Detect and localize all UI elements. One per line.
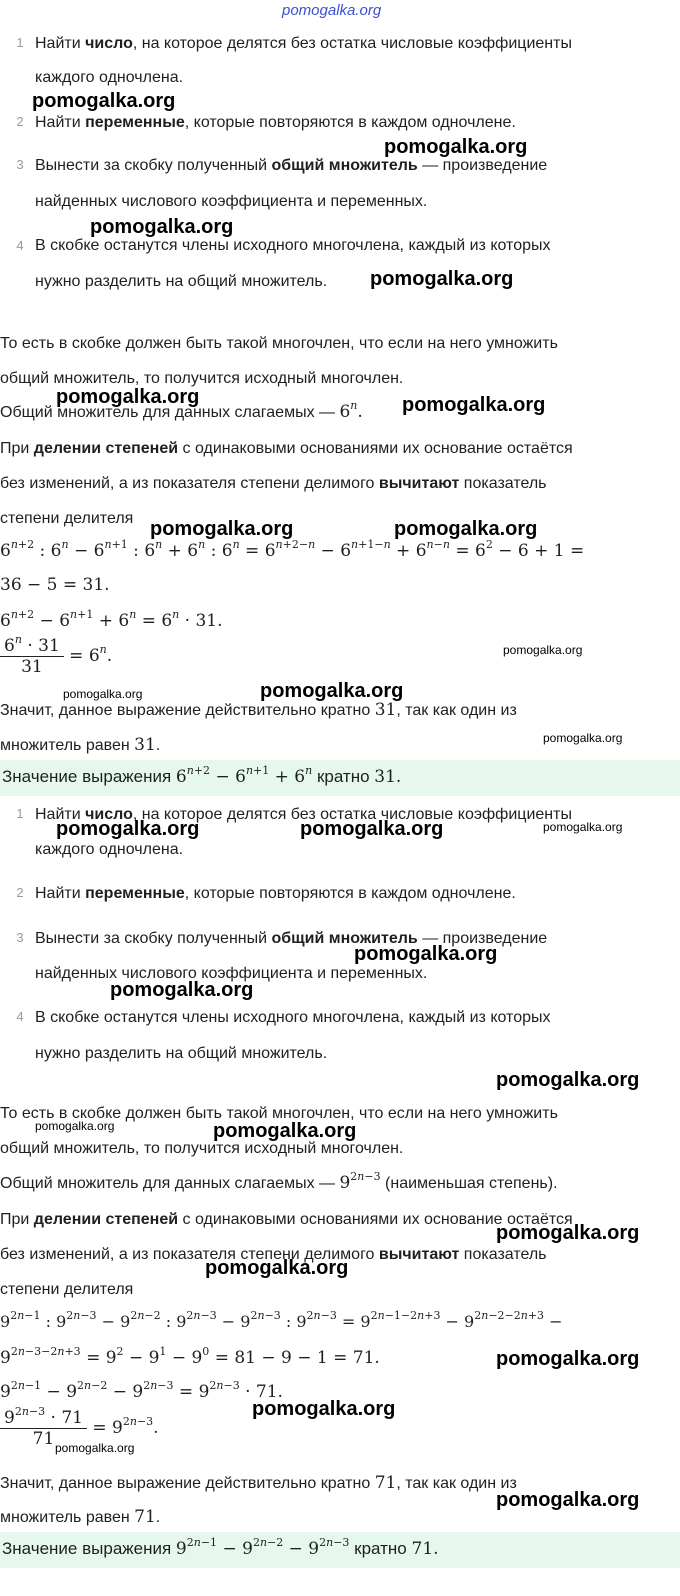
watermark-logo: pomogalka.org: [110, 979, 254, 1001]
watermark-logo: pomogalka.org: [496, 1222, 640, 1244]
conclusion: Значит, данное выражение действительно кратно 71, так как один из: [0, 1473, 517, 1493]
answer-box: [0, 1532, 680, 1568]
step-number: 2: [16, 114, 24, 129]
step-text: нужно разделить на общий множитель.: [35, 273, 328, 290]
watermark-logo: pomogalka.org: [90, 216, 234, 238]
formula: $9^{2n-1} - 9^{2n-2} - 9^{2n-3} = 9^{2n-3} \cdot 71$.: [0, 1379, 283, 1402]
paragraph: степени делителя: [0, 510, 134, 527]
watermark-logo: pomogalka.org: [32, 90, 176, 112]
paragraph: При делении степеней с одинаковыми основаниями их основание остаётся: [0, 1211, 573, 1228]
watermark-logo: pomogalka.org: [56, 818, 200, 840]
step-number: 1: [16, 35, 24, 50]
watermark-logo: pomogalka.org: [496, 1348, 640, 1370]
watermark-logo: pomogalka.org: [260, 680, 404, 702]
step-number: 3: [16, 157, 24, 172]
watermark-logo: pomogalka.org: [370, 268, 514, 290]
watermark-logo: pomogalka.org: [205, 1257, 349, 1279]
step-text: В скобке останутся члены исходного многочлена, каждый из которых: [35, 237, 551, 254]
step-text: Вынести за скобку полученный общий множитель — произведение: [35, 930, 548, 947]
step-text: найденных числового коэффициента и переменных.: [35, 965, 428, 982]
step-text: Найти переменные, которые повторяются в каждом одночлене.: [35, 114, 516, 131]
step-text: Найти переменные, которые повторяются в каждом одночлене.: [35, 885, 516, 902]
watermark-logo: pomogalka.org: [252, 1398, 396, 1420]
answer-text: Значение выражения $9^{2n-1} - 9^{2n-2} - 9^{2n-3}$ кратно 71.: [2, 1536, 439, 1559]
step-number: 3: [16, 930, 24, 945]
watermark-logo: pomogalka.org: [56, 386, 200, 408]
common-factor-line: Общий множитель для данных слагаемых — 6$^n$.: [0, 399, 363, 422]
watermark-logo: pomogalka.org: [35, 1119, 115, 1133]
watermark-logo: pomogalka.org: [394, 518, 538, 540]
step-number: 2: [16, 885, 24, 900]
formula-fraction: $\frac{6^n \cdot 31}{31}$ = $6^n$.: [0, 636, 112, 677]
watermark-logo: pomogalka.org: [384, 136, 528, 158]
step-text: Найти число, на которое делятся без остатка числовые коэффициенты: [35, 35, 572, 52]
watermark-logo: pomogalka.org: [300, 818, 444, 840]
site-header-link[interactable]: pomogalka.org: [282, 2, 382, 19]
step-text: нужно разделить на общий множитель.: [35, 1045, 328, 1062]
paragraph: без изменений, а из показателя степени делимого вычитают показатель: [0, 1246, 547, 1263]
step-text: Найти число, на которое делятся без остатка числовые коэффициенты: [35, 806, 572, 823]
step-text: каждого одночлена.: [35, 841, 184, 858]
formula: 36 − 5 = 31.: [0, 575, 110, 595]
watermark-logo: pomogalka.org: [496, 1489, 640, 1511]
paragraph: То есть в скобке должен быть такой многочлен, что если на него умножить: [0, 1105, 558, 1122]
answer-box: [0, 760, 680, 796]
paragraph: степени делителя: [0, 1281, 134, 1298]
watermark-logo: pomogalka.org: [150, 518, 294, 540]
watermark-logo: pomogalka.org: [503, 643, 583, 657]
step-number: 4: [16, 238, 24, 253]
step-text: найденных числового коэффициента и переменных.: [35, 193, 428, 210]
paragraph: общий множитель, то получится исходный многочлен.: [0, 370, 404, 387]
watermark-logo: pomogalka.org: [402, 394, 546, 416]
formula: $9^{2n-1}$ : $9^{2n-3} - 9^{2n-2}$ : $9^{2n-3} - 9^{2n-3}$ : $9^{2n-3} = 9^{2n-1-2n+3} - 9^{2n-2-2n+3}$ −: [0, 1309, 563, 1331]
watermark-logo: pomogalka.org: [543, 820, 623, 834]
formula: $6^{n+2}$ : $6^n - 6^{n+1}$ : $6^n + 6^n$ : $6^n = 6^{n+2-n} - 6^{n+1-n} + 6^{n-n} = 6^2 - 6 + 1$ =: [0, 538, 585, 561]
watermark-logo: pomogalka.org: [55, 1441, 135, 1455]
watermark-logo: pomogalka.org: [354, 943, 498, 965]
watermark-logo: pomogalka.org: [63, 687, 143, 701]
step-number: 4: [16, 1009, 24, 1024]
watermark-logo: pomogalka.org: [496, 1069, 640, 1091]
conclusion: Значит, данное выражение действительно кратно 31, так как один из: [0, 700, 517, 720]
watermark-logo: pomogalka.org: [213, 1120, 357, 1142]
paragraph: общий множитель, то получится исходный многочлен.: [0, 1140, 404, 1157]
formula: $6^{n+2} - 6^{n+1} + 6^n = 6^n \cdot 31$.: [0, 608, 223, 631]
answer-text: Значение выражения $6^{n+2} - 6^{n+1} + 6^n$ кратно 31.: [2, 764, 402, 787]
step-text: В скобке останутся члены исходного многочлена, каждый из которых: [35, 1009, 551, 1026]
conclusion: множитель равен 31.: [0, 735, 161, 755]
step-number: 1: [16, 806, 24, 821]
step-text: каждого одночлена.: [35, 69, 184, 86]
common-factor-line: Общий множитель для данных слагаемых — $9^{2n-3}$ (наименьшая степень).: [0, 1170, 558, 1193]
paragraph: При делении степеней с одинаковыми основаниями их основание остаётся: [0, 440, 573, 457]
formula: $9^{2n-3-2n+3} = 9^2 - 9^1 - 9^0 = 81 - 9 - 1 = 71$.: [0, 1345, 380, 1368]
paragraph: без изменений, а из показателя степени делимого вычитают показатель: [0, 475, 547, 492]
paragraph: То есть в скобке должен быть такой многочлен, что если на него умножить: [0, 335, 558, 352]
step-text: Вынести за скобку полученный общий множитель — произведение: [35, 157, 548, 174]
formula-fraction: $\frac{9^{2n-3} \cdot 71}{71}$ = $9^{2n-3}$.: [0, 1408, 159, 1449]
conclusion: множитель равен 71.: [0, 1507, 161, 1527]
watermark-logo: pomogalka.org: [543, 731, 623, 745]
